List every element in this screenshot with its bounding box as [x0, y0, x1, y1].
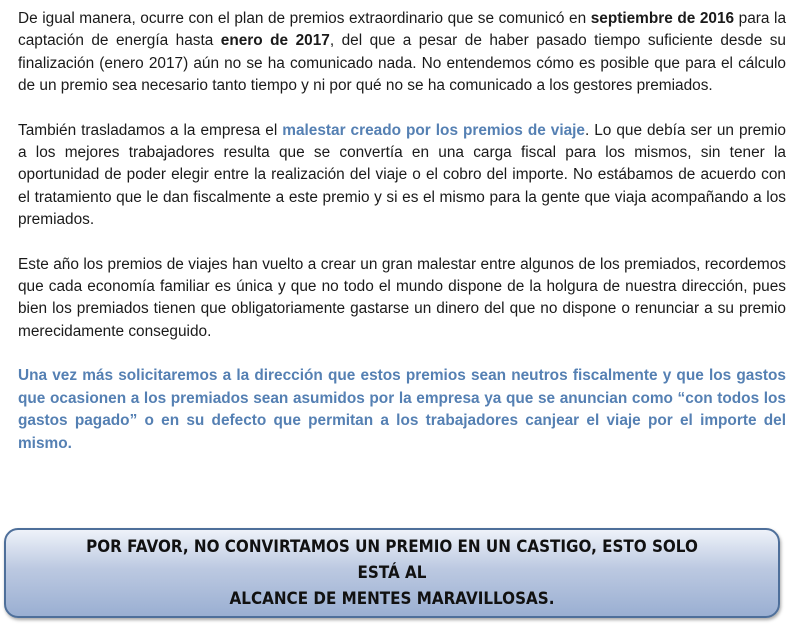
callout-box	[4, 528, 780, 618]
document-body	[18, 8, 786, 477]
paragraph-premios-viajes-este-ano: Este año los premios de viajes han vuelto a crear un gran malestar entre algunos de los premiados, recordemos que cada economía familiar es única y que no todo el mundo dispone de la holgura de nuestra dirección, pues bien los premiados tienen que obligatoriamente gastarse un dinero del que no dispone o renunciar a su premio merecidamente conseguido.	[18, 255, 786, 340]
callout-line-1: POR FAVOR, NO CONVIRTAMOS UN PREMIO EN UN CASTIGO, ESTO SOLO ESTÁ AL	[86, 537, 698, 582]
p1-bold-date-2: enero de 2017	[220, 32, 330, 50]
p1-text-3: , del que a pesar de haber pasado tiempo suficiente desde su finalización (enero 2017) aún no se ha comunicado nada. No entendemos cómo es posible que para el cálculo de un premio sea necesario tanto tiempo y ni por qué no se ha comunicado a los gestores premiados.	[18, 32, 786, 95]
callout-line-2: ALCANCE DE MENTES MARAVILLOSAS.	[229, 589, 555, 608]
p1-text-2: para la captación de energía hasta	[18, 10, 786, 50]
callout-message	[70, 534, 714, 612]
p1-bold-date-1: septiembre de 2016	[590, 10, 735, 27]
paragraph-solicitud-direccion: Una vez más solicitaremos a la dirección que estos premios sean neutros fiscalmente y que los gastos que ocasionen a los premiados sean asumidos por la empresa ya que se anuncian como “con todos los gastos pagado” o en su defecto que permitan a los trabajadores canjear el viaje por el importe del mismo.	[18, 367, 786, 452]
paragraph-malestar-viajes	[18, 120, 786, 232]
paragraph-premios-extraordinarios	[18, 8, 786, 98]
p2-highlight: malestar creado por los premios de viaje	[282, 121, 585, 139]
p2-text-2: . Lo que debía ser un premio a los mejores trabajadores resulta que se convertía en una carga fiscal para los mismos, sin tener la oportunidad de poder elegir entre la realización del viaje o el cobro del importe. No estábamos de acuerdo con el tratamiento que le dan fiscalmente a este premio y si es el mismo para la gente que viaja acompañando a los premiados.	[18, 121, 786, 229]
p1-text-1: De igual manera, ocurre con el plan de premios extraordinario que se comunicó en	[18, 10, 591, 27]
p2-text-1: También trasladamos a la empresa el	[18, 121, 283, 139]
